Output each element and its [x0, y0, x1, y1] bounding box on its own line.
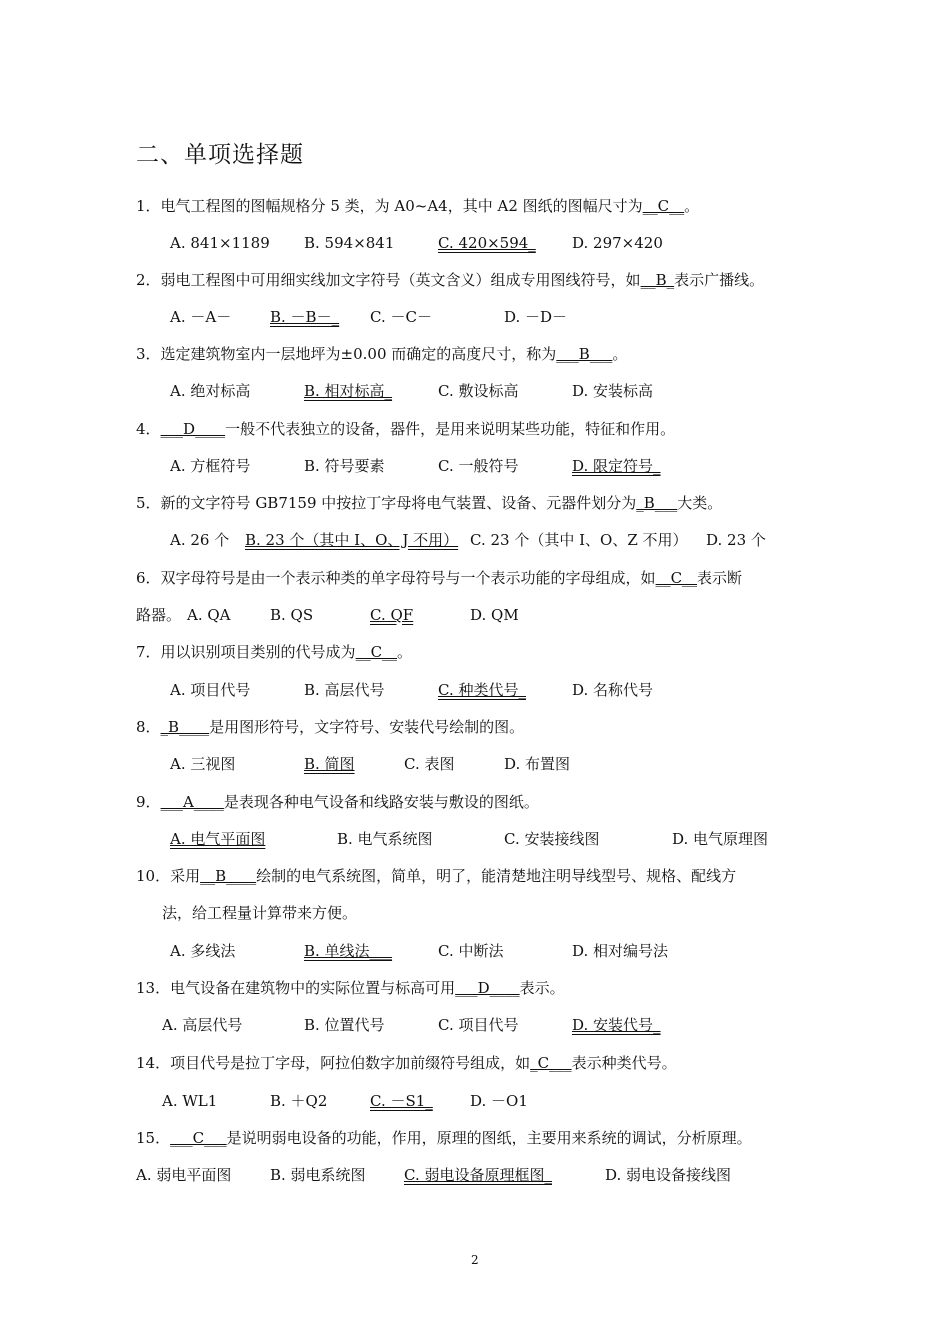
- question-text-end: 是用图形符号，文字符号、安装代号绘制的图。: [209, 718, 525, 736]
- option-b-selected: B. 23 个（其中 I、O、J 不用）: [245, 531, 459, 549]
- option-c: C. 安装接线图: [504, 830, 600, 848]
- option-b-selected: B. 相对标高_: [304, 382, 393, 400]
- option-a-selected: A. 电气平面图: [170, 830, 266, 848]
- question-8: [136, 717, 524, 737]
- question-text-end: 表示断: [697, 569, 743, 587]
- option-a: A. 方框符号: [170, 457, 251, 475]
- question-text-end: 是说明弱电设备的功能，作用，原理的图纸，主要用来系统的调试，分析原理。: [226, 1129, 752, 1147]
- answer-blank: _B___: [636, 494, 678, 512]
- option-c: C. 中断法: [438, 942, 504, 960]
- option-b-selected: B. 单线法___: [304, 942, 393, 960]
- option-a: A. 高层代号: [162, 1016, 243, 1034]
- question-10-continuation: 法，给工程量计算带来方便。: [162, 904, 358, 922]
- question-text: 新的文字符号 GB7159 中按拉丁字母将电气装置、设备、元器件划分为: [160, 494, 637, 512]
- question-number: 4．: [136, 420, 161, 438]
- option-d: D. 相对编号法: [572, 942, 669, 960]
- question-9: [136, 792, 539, 812]
- option-a: A. 841×1189: [170, 234, 270, 252]
- answer-blank: __B____: [200, 867, 257, 885]
- question-10: [136, 866, 736, 886]
- question-text: 弱电工程图中可用细实线加文字符号（英文含义）组成专用图线符号，如: [160, 271, 641, 289]
- option-b-selected: B. －B－_: [270, 308, 340, 326]
- option-d: D. 电气原理图: [672, 830, 769, 848]
- option-a: A. 弱电平面图: [136, 1166, 232, 1184]
- option-a: A. 项目代号: [170, 681, 251, 699]
- answer-blank: __C__: [655, 569, 698, 587]
- option-a: A. 26 个: [170, 531, 230, 549]
- question-number: 5．: [136, 494, 161, 512]
- answer-blank: ___A____: [160, 793, 224, 811]
- question-number: 9．: [136, 793, 161, 811]
- option-c-selected: C. 种类代号_: [438, 681, 526, 699]
- question-text-end: 表示。: [519, 979, 565, 997]
- question-text-end: 是表现各种电气设备和线路安装与敷设的图纸。: [223, 793, 539, 811]
- question-15: [136, 1128, 752, 1148]
- option-c: C. 一般符号: [438, 457, 519, 475]
- question-number: 2．: [136, 271, 161, 289]
- question-text: 采用: [170, 867, 201, 885]
- option-c-selected: C. －S1_: [370, 1092, 433, 1110]
- option-d: D. 297×420: [572, 234, 663, 252]
- question-text: 双字母符号是由一个表示种类的单字母符号与一个表示功能的字母组成，如: [160, 569, 656, 587]
- option-a: A. －A－: [170, 308, 232, 326]
- option-b: B. ＋Q2: [270, 1092, 328, 1110]
- question-13: [136, 978, 565, 998]
- question-1: [136, 196, 699, 216]
- question-text: 电气工程图的图幅规格分 5 类，为 A0~A4，其中 A2 图纸的图幅尺寸为: [160, 197, 643, 215]
- option-c: C. 敷设标高: [438, 382, 519, 400]
- answer-blank: _B____: [160, 718, 210, 736]
- option-c: C. 23 个（其中 I、O、Z 不用）: [470, 531, 688, 549]
- option-a: A. 多线法: [170, 942, 236, 960]
- question-number: 10．: [136, 867, 171, 885]
- option-d: D. －O1: [470, 1092, 528, 1110]
- question-text: 项目代号是拉丁字母，阿拉伯数字加前缀符号组成，如: [170, 1054, 531, 1072]
- question-text-end: 绘制的电气系统图，简单，明了，能清楚地注明导线型号、规格、配线方: [256, 867, 737, 885]
- page-title: 二、单项选择题: [136, 142, 304, 168]
- question-7: [136, 642, 412, 662]
- question-number: 3．: [136, 345, 161, 363]
- option-b: B. 电气系统图: [337, 830, 433, 848]
- question-number: 13．: [136, 979, 171, 997]
- option-b: B. QS: [270, 606, 314, 624]
- option-b: B. 符号要素: [304, 457, 385, 475]
- option-d: D. 名称代号: [572, 681, 654, 699]
- question-3: [136, 344, 627, 364]
- answer-blank: ___D____: [160, 420, 226, 438]
- question-text-end: 大类。: [677, 494, 723, 512]
- option-b: B. 位置代号: [304, 1016, 385, 1034]
- option-b: B. 594×841: [304, 234, 395, 252]
- question-text: 电气设备在建筑物中的实际位置与标高可用: [170, 979, 456, 997]
- option-d: D. 23 个: [706, 531, 766, 549]
- question-number: 6．: [136, 569, 161, 587]
- option-c: C. 项目代号: [438, 1016, 519, 1034]
- option-c-selected: C. 弱电设备原理框图_: [404, 1166, 552, 1184]
- question-number: 8．: [136, 718, 161, 736]
- question-6-continuation: 路器。: [136, 606, 182, 624]
- option-b-selected: B. 简图: [304, 755, 355, 773]
- answer-blank: __B_: [640, 271, 675, 289]
- question-2: [136, 270, 764, 290]
- option-d: D. －D－: [504, 308, 568, 326]
- answer-blank: ___D____: [455, 979, 520, 997]
- option-d-selected: D. 安装代号_: [572, 1016, 661, 1034]
- page-number: 2: [471, 1253, 479, 1267]
- option-a: A. WL1: [162, 1092, 218, 1110]
- option-d: D. 布置图: [504, 755, 571, 773]
- option-c-selected: C. QF: [370, 606, 414, 624]
- option-b: B. 弱电系统图: [270, 1166, 366, 1184]
- option-d: D. 安装标高: [572, 382, 654, 400]
- option-d: D. 弱电设备接线图: [605, 1166, 732, 1184]
- question-6: [136, 568, 742, 588]
- option-c-selected: C. 420×594_: [438, 234, 536, 252]
- question-text-end: 表示种类代号。: [571, 1054, 677, 1072]
- question-text-end: 。: [612, 345, 628, 363]
- answer-blank: _C___: [530, 1054, 572, 1072]
- question-5: [136, 493, 722, 513]
- question-text-end: 一般不代表独立的设备，器件，是用来说明某些功能，特征和作用。: [225, 420, 676, 438]
- question-text: 选定建筑物室内一层地坪为±0.00 而确定的高度尺寸，称为: [160, 345, 557, 363]
- answer-blank: __C__: [355, 643, 398, 661]
- question-number: 15．: [136, 1129, 171, 1147]
- option-a: A. 三视图: [170, 755, 236, 773]
- option-c: C. －C－: [370, 308, 432, 326]
- option-c: C. 表图: [404, 755, 455, 773]
- question-text-end: 。: [684, 197, 700, 215]
- answer-blank: __C__: [642, 197, 685, 215]
- option-a: A. QA: [187, 606, 231, 624]
- option-d-selected: D. 限定符号_: [572, 457, 661, 475]
- option-a: A. 绝对标高: [170, 382, 251, 400]
- question-number: 7．: [136, 643, 161, 661]
- question-text-end: 。: [397, 643, 413, 661]
- question-number: 1．: [136, 197, 161, 215]
- question-number: 14．: [136, 1054, 171, 1072]
- answer-blank: ___B___: [556, 345, 613, 363]
- option-d: D. QM: [470, 606, 519, 624]
- question-text: 用以识别项目类别的代号成为: [160, 643, 356, 661]
- question-text-end: 表示广播线。: [674, 271, 765, 289]
- option-b: B. 高层代号: [304, 681, 385, 699]
- answer-blank: ___C___: [170, 1129, 227, 1147]
- question-4: [136, 419, 675, 439]
- question-14: [136, 1053, 677, 1073]
